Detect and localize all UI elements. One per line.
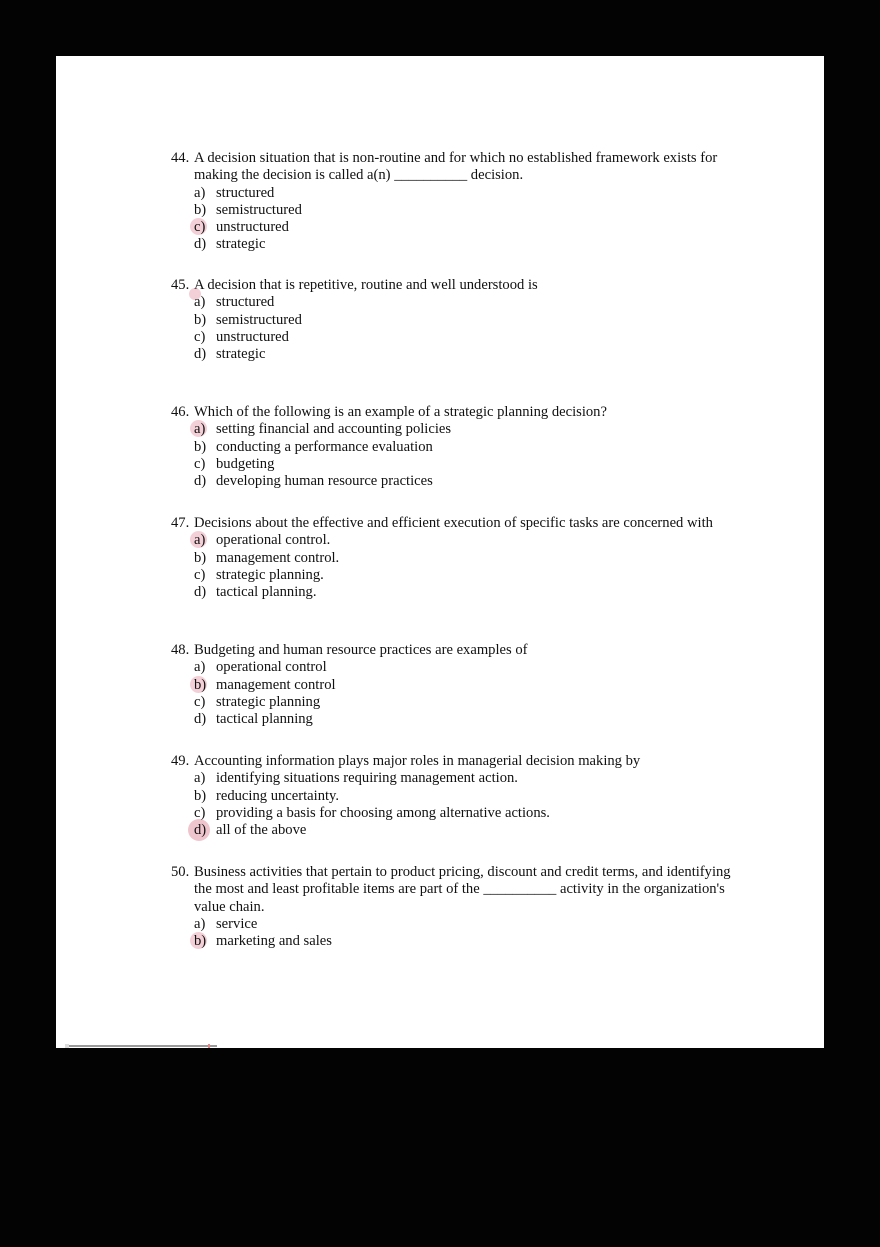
question-text: A decision situation that is non-routine and for which no established framework exists for making the decision is called a(n) __________ decision. bbox=[194, 150, 718, 184]
question-50 bbox=[171, 864, 731, 950]
progress-start-handle[interactable] bbox=[65, 1044, 69, 1048]
answer-highlight-marker: a) bbox=[194, 294, 216, 311]
document-page bbox=[56, 56, 824, 1048]
answer-highlight-marker: d) bbox=[194, 822, 216, 839]
option-label: b) bbox=[194, 787, 207, 804]
option-d[interactable] bbox=[194, 346, 731, 363]
option-text: strategic planning. bbox=[216, 566, 324, 583]
option-text: structured bbox=[216, 294, 275, 311]
option-text: marketing and sales bbox=[216, 933, 332, 950]
progress-position-marker[interactable] bbox=[208, 1044, 210, 1048]
question-text: A decision that is repetitive, routine and well understood is bbox=[194, 277, 538, 293]
question-text: Accounting information plays major roles in managerial decision making by bbox=[194, 753, 641, 769]
option-b[interactable] bbox=[194, 550, 731, 567]
option-text: management control. bbox=[216, 549, 340, 566]
option-label: d) bbox=[194, 473, 207, 490]
answer-highlight-marker: c) bbox=[194, 219, 216, 236]
option-label: a) bbox=[194, 770, 206, 787]
option-label: a) bbox=[194, 915, 206, 932]
option-a[interactable] bbox=[194, 659, 731, 676]
answer-highlight-marker: b) bbox=[194, 933, 216, 950]
question-number: 49. bbox=[171, 753, 190, 769]
option-c[interactable] bbox=[194, 329, 731, 346]
option-label: c) bbox=[194, 455, 206, 472]
option-text: tactical planning bbox=[216, 711, 313, 728]
option-text: unstructured bbox=[216, 328, 289, 345]
option-text: identifying situations requiring management action. bbox=[216, 770, 518, 787]
option-text: operational control bbox=[216, 659, 327, 676]
option-text: service bbox=[216, 915, 258, 932]
option-a[interactable] bbox=[194, 185, 731, 202]
option-b[interactable] bbox=[194, 788, 731, 805]
option-text: semistructured bbox=[216, 311, 302, 328]
option-b[interactable] bbox=[194, 312, 731, 329]
question-number: 47. bbox=[171, 515, 190, 531]
option-text: unstructured bbox=[216, 219, 289, 236]
option-d[interactable] bbox=[194, 711, 731, 728]
option-b[interactable] bbox=[194, 439, 731, 456]
option-text: all of the above bbox=[216, 822, 307, 839]
option-a-marked[interactable] bbox=[194, 294, 731, 311]
option-text: strategic bbox=[216, 236, 266, 253]
option-label: c) bbox=[194, 804, 206, 821]
question-text: Which of the following is an example of a strategic planning decision? bbox=[194, 404, 607, 420]
option-label: b) bbox=[194, 438, 207, 455]
option-text: strategic planning bbox=[216, 693, 321, 710]
option-label: b) bbox=[194, 311, 207, 328]
option-d[interactable] bbox=[194, 473, 731, 490]
playback-progress-bar[interactable] bbox=[65, 1045, 217, 1047]
option-d-marked[interactable] bbox=[194, 822, 731, 839]
option-b-marked[interactable] bbox=[194, 933, 731, 950]
question-47 bbox=[171, 515, 731, 601]
option-label: d) bbox=[194, 711, 207, 728]
option-text: strategic bbox=[216, 346, 266, 363]
option-text: operational control. bbox=[216, 532, 331, 549]
option-b-marked[interactable] bbox=[194, 677, 731, 694]
question-text: Business activities that pertain to product pricing, discount and credit terms, and identifying the most and least profitable items are part of the __________ activity in the organization's value chain. bbox=[194, 864, 731, 915]
option-c[interactable] bbox=[194, 567, 731, 584]
option-text: budgeting bbox=[216, 455, 275, 472]
question-44 bbox=[171, 150, 731, 254]
option-text: management control bbox=[216, 676, 336, 693]
question-number: 46. bbox=[171, 404, 190, 420]
question-46 bbox=[171, 404, 731, 490]
option-c[interactable] bbox=[194, 456, 731, 473]
option-text: tactical planning. bbox=[216, 584, 317, 601]
option-a-marked[interactable] bbox=[194, 421, 731, 438]
option-label: d) bbox=[194, 584, 207, 601]
option-d[interactable] bbox=[194, 584, 731, 601]
option-text: semistructured bbox=[216, 201, 302, 218]
option-label: b) bbox=[194, 201, 207, 218]
question-text: Budgeting and human resource practices are examples of bbox=[194, 642, 528, 658]
option-c[interactable] bbox=[194, 694, 731, 711]
question-number: 50. bbox=[171, 864, 190, 880]
option-a[interactable] bbox=[194, 770, 731, 787]
option-label: b) bbox=[194, 549, 207, 566]
option-c-marked[interactable] bbox=[194, 219, 731, 236]
option-label: d) bbox=[194, 346, 207, 363]
option-text: reducing uncertainty. bbox=[216, 787, 340, 804]
option-text: providing a basis for choosing among alternative actions. bbox=[216, 804, 550, 821]
option-label: c) bbox=[194, 693, 206, 710]
option-label: a) bbox=[194, 659, 206, 676]
question-text: Decisions about the effective and efficient execution of specific tasks are concerned with bbox=[194, 515, 713, 531]
option-a[interactable] bbox=[194, 916, 731, 933]
option-c[interactable] bbox=[194, 805, 731, 822]
option-label: d) bbox=[194, 236, 207, 253]
question-number: 48. bbox=[171, 642, 190, 658]
option-b[interactable] bbox=[194, 202, 731, 219]
option-label: c) bbox=[194, 566, 206, 583]
option-label: a) bbox=[194, 184, 206, 201]
option-text: setting financial and accounting policies bbox=[216, 421, 452, 438]
question-number: 44. bbox=[171, 150, 190, 166]
question-number: 45. bbox=[171, 277, 190, 293]
answer-highlight-marker: b) bbox=[194, 677, 216, 694]
option-text: developing human resource practices bbox=[216, 473, 433, 490]
option-label: c) bbox=[194, 328, 206, 345]
question-48 bbox=[171, 642, 731, 728]
option-a-marked[interactable] bbox=[194, 532, 731, 549]
answer-highlight-marker: a) bbox=[194, 532, 216, 549]
option-text: structured bbox=[216, 184, 275, 201]
question-49 bbox=[171, 753, 731, 839]
option-d[interactable] bbox=[194, 236, 731, 253]
option-text: conducting a performance evaluation bbox=[216, 438, 433, 455]
question-45 bbox=[171, 277, 731, 363]
answer-highlight-marker: a) bbox=[194, 421, 216, 438]
